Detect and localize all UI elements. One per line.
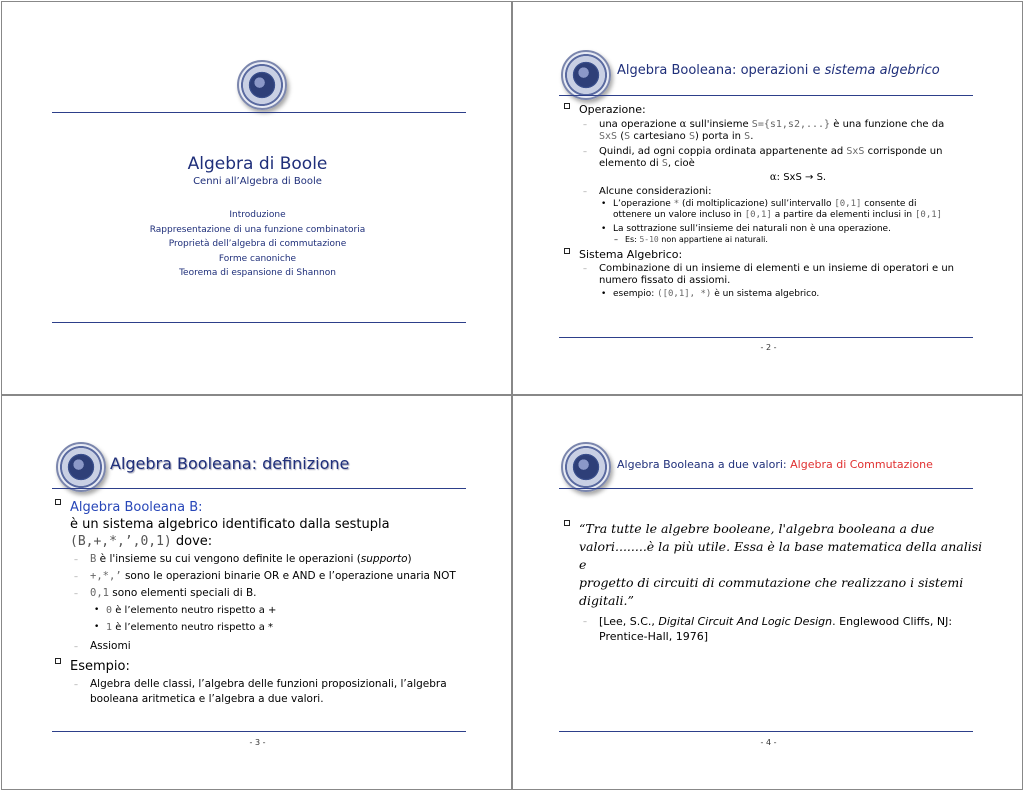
text: una operazione bbox=[599, 119, 680, 130]
text: è l’elemento neutro rispetto a + bbox=[112, 605, 277, 616]
text: numero fissato di assiomi. bbox=[599, 275, 731, 286]
top-rule bbox=[52, 112, 466, 113]
text: Alcune considerazioni: bbox=[599, 186, 712, 197]
slide-3 bbox=[1, 395, 512, 790]
code: 1 bbox=[106, 622, 113, 633]
quote-line: digitali.” bbox=[579, 593, 634, 608]
bullet-text: Sistema Algebrico: bbox=[579, 248, 683, 261]
text: (di moltiplicazione) sull’intervallo bbox=[679, 199, 835, 209]
text: a partire da elementi inclusi in bbox=[771, 210, 915, 220]
sub-bullet bbox=[583, 119, 973, 143]
slide-title bbox=[617, 458, 933, 471]
code: 0,1 bbox=[90, 587, 109, 599]
slide-body bbox=[563, 520, 983, 644]
page-number: - 3 - bbox=[249, 738, 266, 747]
bullet-text: Operazione: bbox=[579, 103, 646, 116]
slide-body bbox=[54, 499, 474, 707]
code: 0 bbox=[106, 605, 113, 616]
book-title: Digital Circuit And Logic Design bbox=[658, 615, 833, 628]
sub-sub-bullet bbox=[599, 224, 973, 235]
reference bbox=[583, 614, 983, 644]
code: S={s1,s2,...} bbox=[751, 119, 831, 130]
quote-line: “Tra tutte le algebre booleane, l'algebra booleana a due bbox=[579, 521, 935, 536]
code: [0,1] bbox=[744, 210, 772, 220]
code: * bbox=[673, 199, 680, 209]
sub-bullet bbox=[74, 677, 474, 707]
bullet-sistema bbox=[563, 248, 973, 262]
sub-bullet bbox=[74, 551, 474, 568]
slide-4 bbox=[512, 395, 1023, 790]
code: S bbox=[661, 158, 668, 169]
bullet-operazione bbox=[563, 103, 973, 117]
page-title: Algebra di Boole bbox=[187, 154, 328, 174]
toc-item: Forme canoniche bbox=[218, 253, 297, 264]
toc-item: Teorema di espansione di Shannon bbox=[179, 268, 336, 278]
text: è l’elemento neutro rispetto a * bbox=[112, 622, 274, 633]
text: è un sistema algebrico identificato dalla sestupla bbox=[70, 517, 390, 532]
formula-text: : SxS bbox=[776, 172, 805, 183]
bullet-text: Esempio: bbox=[70, 659, 130, 674]
text: Algebra delle classi, l’algebra delle funzioni proposizionali, l’algebra bbox=[90, 678, 447, 690]
title-part: Algebra Booleana: operazioni e bbox=[617, 63, 825, 78]
code: [0,1] bbox=[914, 210, 943, 220]
title-part: Algebra Booleana a due valori: bbox=[617, 458, 791, 471]
code: S bbox=[624, 131, 631, 142]
footer-rule bbox=[559, 337, 973, 338]
footer-rule bbox=[52, 731, 466, 732]
sub-sub-bullet bbox=[599, 289, 973, 300]
title-highlight: Algebra di Commutazione bbox=[790, 458, 933, 471]
text: consente di bbox=[861, 199, 917, 209]
text: sono le operazioni binarie OR e AND e l’operazione unaria NOT bbox=[121, 570, 456, 582]
bullet-algebra-booleana bbox=[54, 499, 474, 550]
text: , cioè bbox=[667, 158, 695, 169]
text: ottenere un valore incluso in bbox=[613, 210, 745, 220]
slide-body bbox=[563, 103, 973, 300]
code: SxS bbox=[599, 131, 618, 142]
title-rule bbox=[52, 488, 466, 489]
university-seal-icon bbox=[561, 50, 611, 100]
toc-item: Rappresentazione di una funzione combinatoria bbox=[149, 224, 366, 235]
example-line bbox=[613, 235, 973, 245]
code: +,*,’ bbox=[90, 570, 122, 582]
page-number: - 4 - bbox=[760, 738, 777, 747]
sub-bullet bbox=[74, 638, 474, 655]
text: Quindi, ad ogni coppia ordinata appartenente ad bbox=[599, 146, 847, 157]
sub-bullet bbox=[583, 186, 973, 198]
alpha-symbol: α bbox=[679, 119, 687, 130]
quote-line: valori........è la più utile. Essa è la base matematica della analisi e bbox=[579, 539, 983, 572]
sub-sub-bullet bbox=[599, 199, 973, 221]
text: sull'insieme bbox=[686, 119, 752, 130]
sub-sub-bullet bbox=[92, 619, 474, 636]
sub-bullet bbox=[583, 263, 973, 287]
code: (B,+,*,’,0,1) bbox=[70, 534, 172, 549]
alpha-symbol: α bbox=[769, 172, 777, 183]
text: . bbox=[750, 131, 754, 142]
text: elemento di bbox=[599, 158, 662, 169]
bottom-rule bbox=[52, 322, 466, 323]
title-rule bbox=[559, 95, 973, 96]
quote-bullet bbox=[563, 520, 983, 610]
text: L’operazione bbox=[613, 199, 674, 209]
text: corrisponde un bbox=[864, 146, 943, 157]
text: Prentice-Hall, 1976] bbox=[599, 630, 709, 643]
sub-bullet bbox=[583, 146, 973, 170]
text: Combinazione di un insieme di elementi e un insieme di operatori e un bbox=[599, 263, 955, 274]
formula-text: S. bbox=[813, 172, 827, 183]
code: S bbox=[688, 131, 695, 142]
code: 5-10 bbox=[639, 235, 659, 244]
code: ([0,1], *) bbox=[657, 289, 712, 299]
arrow-icon: → bbox=[805, 172, 814, 183]
text: cartesiano bbox=[630, 131, 689, 142]
table-of-contents bbox=[2, 208, 512, 281]
code: [0,1] bbox=[834, 199, 862, 209]
slide-title bbox=[617, 63, 940, 78]
text: ) bbox=[407, 553, 412, 565]
text: è una funzione che da bbox=[830, 119, 945, 130]
text: ) porta in bbox=[694, 131, 745, 142]
page-number: - 2 - bbox=[760, 343, 777, 352]
text: non appartiene ai naturali. bbox=[658, 235, 768, 244]
quote-line: progetto di circuiti di commutazione che realizzano i sistemi bbox=[579, 575, 964, 590]
text: dove: bbox=[171, 534, 213, 549]
title-italic: sistema algebrico bbox=[824, 63, 940, 78]
university-seal-icon bbox=[56, 442, 106, 492]
page-subtitle: Cenni all’Algebra di Boole bbox=[193, 176, 322, 187]
code: B bbox=[90, 553, 97, 565]
sub-bullet bbox=[74, 568, 474, 585]
text: esempio: bbox=[613, 289, 658, 299]
text: booleana aritmetica e l’algebra a due valori. bbox=[90, 693, 324, 705]
slide-title: Algebra Booleana: definizione bbox=[110, 454, 350, 473]
formula bbox=[623, 172, 973, 184]
text-italic: supporto bbox=[360, 553, 408, 565]
text: La sottrazione sull’insieme dei naturali non è una operazione. bbox=[613, 224, 891, 234]
code: S bbox=[744, 131, 751, 142]
text: [Lee, S.C., bbox=[599, 615, 659, 628]
slide-2 bbox=[512, 1, 1023, 395]
toc-item: Proprietà dell’algebra di commutazione bbox=[168, 239, 347, 249]
title-rule bbox=[559, 488, 973, 489]
text: sono elementi speciali di B. bbox=[108, 587, 257, 599]
text: . Englewood Cliffs, NJ: bbox=[832, 615, 953, 628]
toc-item: Introduzione bbox=[229, 210, 286, 220]
sub-bullet bbox=[74, 585, 474, 602]
text: Es: bbox=[625, 235, 640, 244]
text: ( bbox=[617, 131, 625, 142]
footer-rule bbox=[559, 731, 973, 732]
bullet-text: Algebra Booleana B: bbox=[70, 500, 203, 515]
university-seal-icon bbox=[237, 60, 287, 110]
code: SxS bbox=[846, 146, 865, 157]
text: Assiomi bbox=[90, 640, 131, 652]
text: è l'insieme su cui vengono definite le operazioni ( bbox=[96, 553, 361, 565]
bullet-esempio bbox=[54, 658, 474, 675]
text: è un sistema algebrico. bbox=[711, 289, 820, 299]
slide-1 bbox=[1, 1, 512, 395]
university-seal-icon bbox=[561, 442, 611, 492]
sub-sub-bullet bbox=[92, 602, 474, 619]
